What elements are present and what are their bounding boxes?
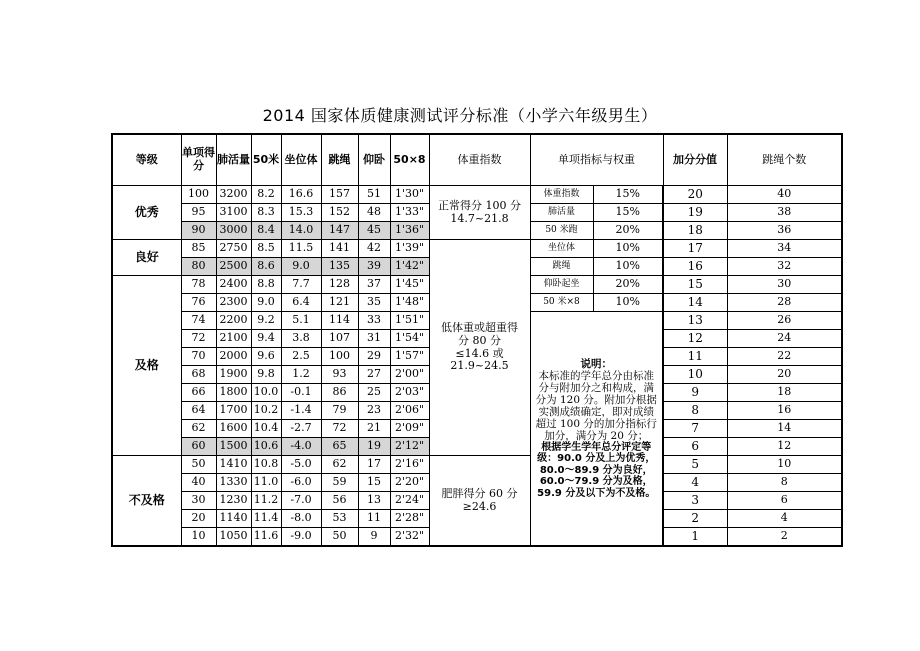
header-rope: 跳绳 [321,134,358,186]
cell-situp: 23 [358,402,390,420]
cell-rope: 141 [321,240,358,258]
cell-rope: 100 [321,348,358,366]
cell-sitreach: 11.5 [281,240,321,258]
weight-name: 50 米×8 [530,294,593,312]
cell-score: 64 [181,402,216,420]
cell-situp: 35 [358,294,390,312]
cell-sitreach: 14.0 [281,222,321,240]
weight-name: 体重指数 [530,186,593,204]
notes-line: 实测成绩确定，即对成绩 [538,405,654,418]
rope-count: 16 [727,402,842,420]
grade-cell: 优秀 [112,186,181,240]
cell-vital: 1230 [216,492,251,510]
cell-shuttle: 2'06" [390,402,429,420]
bonus-points: 19 [663,204,727,222]
cell-situp: 27 [358,366,390,384]
bmi-line: 14.7~21.8 [450,211,509,225]
header-weight: 单项指标与权重 [530,134,663,186]
bonus-points: 3 [663,492,727,510]
cell-run50: 10.6 [251,438,281,456]
cell-situp: 9 [358,528,390,547]
cell-vital: 1700 [216,402,251,420]
cell-shuttle: 2'09" [390,420,429,438]
cell-vital: 2000 [216,348,251,366]
rope-count: 28 [727,294,842,312]
rope-count: 26 [727,312,842,330]
cell-sitreach: -4.0 [281,438,321,456]
bonus-points: 9 [663,384,727,402]
grade-cell: 不及格 [112,456,181,547]
table-row [112,186,842,204]
cell-sitreach: -9.0 [281,528,321,547]
cell-situp: 15 [358,474,390,492]
cell-score: 68 [181,366,216,384]
cell-shuttle: 1'42" [390,258,429,276]
weight-pct: 15% [593,186,663,204]
bmi-line: 低体重或超重得 [441,321,518,335]
rope-count: 24 [727,330,842,348]
table-row [112,240,842,258]
cell-run50: 8.5 [251,240,281,258]
bonus-points: 4 [663,474,727,492]
cell-sitreach: -7.0 [281,492,321,510]
cell-sitreach: 1.2 [281,366,321,384]
cell-sitreach: 16.6 [281,186,321,204]
cell-rope: 93 [321,366,358,384]
cell-sitreach: -1.4 [281,402,321,420]
weight-pct: 15% [593,204,663,222]
notes-line: 超过 100 分的加分指标行 [535,417,657,430]
cell-shuttle: 1'33" [390,204,429,222]
cell-score: 74 [181,312,216,330]
cell-rope: 79 [321,402,358,420]
cell-shuttle: 1'39" [390,240,429,258]
cell-rope: 53 [321,510,358,528]
cell-run50: 11.2 [251,492,281,510]
cell-rope: 65 [321,438,358,456]
weight-name: 坐位体 [530,240,593,258]
weight-name: 跳绳 [530,258,593,276]
cell-rope: 147 [321,222,358,240]
rope-count: 32 [727,258,842,276]
cell-rope: 128 [321,276,358,294]
cell-rope: 56 [321,492,358,510]
cell-vital: 3000 [216,222,251,240]
notes-line: 加分，满分为 20 分； [544,429,649,442]
bonus-points: 10 [663,366,727,384]
bonus-points: 11 [663,348,727,366]
cell-shuttle: 1'30" [390,186,429,204]
cell-sitreach: 6.4 [281,294,321,312]
cell-shuttle: 2'32" [390,528,429,547]
rope-count: 4 [727,510,842,528]
bonus-points: 20 [663,186,727,204]
cell-vital: 2750 [216,240,251,258]
cell-score: 76 [181,294,216,312]
bmi-line: ≤14.6 或 [455,346,504,360]
cell-score: 60 [181,438,216,456]
rope-count: 30 [727,276,842,294]
cell-situp: 37 [358,276,390,294]
bmi-line: 分 80 分 [458,333,501,347]
rope-count: 8 [727,474,842,492]
weight-name: 50 米跑 [530,222,593,240]
notes-rule: 59.9 分及以下为不及格。 [537,487,656,499]
rope-count: 20 [727,366,842,384]
cell-shuttle: 2'00" [390,366,429,384]
cell-sitreach: 15.3 [281,204,321,222]
cell-vital: 3200 [216,186,251,204]
notes-line: 分与附加分之和构成，满 [538,381,654,394]
cell-rope: 152 [321,204,358,222]
cell-vital: 2100 [216,330,251,348]
cell-rope: 62 [321,456,358,474]
grade-cell: 良好 [112,240,181,276]
cell-shuttle: 1'54" [390,330,429,348]
cell-shuttle: 1'45" [390,276,429,294]
cell-situp: 11 [358,510,390,528]
cell-shuttle: 1'48" [390,294,429,312]
cell-run50: 11.6 [251,528,281,547]
bmi-line: 21.9~24.5 [450,359,509,373]
table-row [112,456,842,474]
grade-cell: 及格 [112,276,181,456]
cell-situp: 25 [358,384,390,402]
score-table [111,133,843,547]
header-grade: 等级 [112,134,181,186]
header-rope-count: 跳绳个数 [727,134,842,186]
rope-count: 40 [727,186,842,204]
weight-pct: 10% [593,240,663,258]
cell-situp: 17 [358,456,390,474]
cell-shuttle: 2'12" [390,438,429,456]
table-body [112,186,842,547]
bmi-obese [429,456,530,547]
cell-vital: 1900 [216,366,251,384]
cell-vital: 2400 [216,276,251,294]
cell-run50: 8.2 [251,186,281,204]
cell-score: 90 [181,222,216,240]
cell-rope: 72 [321,420,358,438]
cell-rope: 157 [321,186,358,204]
bonus-points: 7 [663,420,727,438]
cell-situp: 39 [358,258,390,276]
cell-vital: 1140 [216,510,251,528]
weight-pct: 20% [593,276,663,294]
bonus-points: 5 [663,456,727,474]
cell-shuttle: 2'20" [390,474,429,492]
cell-run50: 10.8 [251,456,281,474]
rope-count: 36 [727,222,842,240]
cell-rope: 114 [321,312,358,330]
rope-count: 10 [727,456,842,474]
cell-run50: 9.8 [251,366,281,384]
cell-vital: 1600 [216,420,251,438]
cell-score: 40 [181,474,216,492]
notes-heading: 说明： [580,357,612,370]
cell-vital: 2500 [216,258,251,276]
cell-sitreach: 9.0 [281,258,321,276]
cell-shuttle: 2'28" [390,510,429,528]
bonus-points: 16 [663,258,727,276]
cell-situp: 31 [358,330,390,348]
cell-situp: 21 [358,420,390,438]
weight-pct: 10% [593,258,663,276]
cell-score: 20 [181,510,216,528]
bonus-points: 13 [663,312,727,330]
bonus-points: 8 [663,402,727,420]
cell-run50: 8.6 [251,258,281,276]
cell-score: 100 [181,186,216,204]
cell-score: 30 [181,492,216,510]
cell-run50: 10.0 [251,384,281,402]
cell-vital: 1500 [216,438,251,456]
notes-rule: 级：90.0 分及上为优秀， [537,453,656,465]
bonus-points: 2 [663,510,727,528]
weight-name: 肺活量 [530,204,593,222]
bmi-low [429,240,530,456]
bonus-points: 17 [663,240,727,258]
cell-shuttle: 1'36" [390,222,429,240]
bmi-line: 肥胖得分 60 分 [441,486,518,500]
cell-score: 80 [181,258,216,276]
notes-line: 分为 120 分。附加分根据 [535,393,657,406]
cell-sitreach: -6.0 [281,474,321,492]
header-sit-reach: 坐位体 [281,134,321,186]
header-score: 单项得分 [181,134,216,186]
cell-score: 72 [181,330,216,348]
cell-shuttle: 2'03" [390,384,429,402]
cell-situp: 48 [358,204,390,222]
cell-sitreach: -8.0 [281,510,321,528]
cell-rope: 59 [321,474,358,492]
cell-vital: 3100 [216,204,251,222]
header-row [112,134,842,186]
weight-pct: 10% [593,294,663,312]
cell-sitreach: 3.8 [281,330,321,348]
cell-score: 50 [181,456,216,474]
notes-line: 本标准的学年总分由标准 [538,369,654,382]
page-title: 2014 国家体质健康测试评分标准（小学六年级男生） [262,106,658,125]
cell-run50: 9.4 [251,330,281,348]
bonus-points: 15 [663,276,727,294]
cell-sitreach: 7.7 [281,276,321,294]
cell-shuttle: 1'57" [390,348,429,366]
header-50m: 50米 [251,134,281,186]
cell-score: 85 [181,240,216,258]
cell-situp: 33 [358,312,390,330]
bonus-points: 12 [663,330,727,348]
cell-vital: 2200 [216,312,251,330]
cell-score: 78 [181,276,216,294]
cell-sitreach: -5.0 [281,456,321,474]
cell-sitreach: 5.1 [281,312,321,330]
header-situp: 仰卧 [358,134,390,186]
cell-run50: 8.4 [251,222,281,240]
bonus-points: 14 [663,294,727,312]
cell-run50: 11.0 [251,474,281,492]
rope-count: 22 [727,348,842,366]
rope-count: 2 [727,528,842,547]
cell-vital: 1410 [216,456,251,474]
weight-name: 仰卧起坐 [530,276,593,294]
notes-rule: 80.0～89.9 分为良好， [539,464,653,476]
cell-score: 10 [181,528,216,547]
cell-run50: 8.8 [251,276,281,294]
cell-situp: 29 [358,348,390,366]
cell-shuttle: 2'24" [390,492,429,510]
rope-count: 18 [727,384,842,402]
header-bonus: 加分分值 [663,134,727,186]
cell-situp: 19 [358,438,390,456]
cell-shuttle: 2'16" [390,456,429,474]
cell-rope: 135 [321,258,358,276]
header-vital-capacity: 肺活量 [216,134,251,186]
cell-score: 66 [181,384,216,402]
bmi-line: 正常得分 100 分 [438,198,521,212]
rope-count: 12 [727,438,842,456]
cell-sitreach: -0.1 [281,384,321,402]
bmi-normal [429,186,530,240]
cell-rope: 50 [321,528,358,547]
bmi-line: ≥24.6 [462,499,497,513]
cell-situp: 51 [358,186,390,204]
bonus-points: 1 [663,528,727,547]
cell-vital: 2300 [216,294,251,312]
cell-run50: 10.2 [251,402,281,420]
notes-rule: 根据学生学年总分评定等 [541,441,652,453]
cell-sitreach: -2.7 [281,420,321,438]
header-shuttle: 50×8 [390,134,429,186]
cell-run50: 10.4 [251,420,281,438]
weight-pct: 20% [593,222,663,240]
cell-run50: 9.0 [251,294,281,312]
notes [530,312,663,547]
cell-score: 95 [181,204,216,222]
rope-count: 38 [727,204,842,222]
bonus-points: 6 [663,438,727,456]
cell-rope: 121 [321,294,358,312]
bonus-points: 18 [663,222,727,240]
cell-vital: 1050 [216,528,251,547]
cell-situp: 42 [358,240,390,258]
cell-run50: 11.4 [251,510,281,528]
header-bmi: 体重指数 [429,134,530,186]
cell-run50: 9.2 [251,312,281,330]
cell-score: 70 [181,348,216,366]
cell-run50: 8.3 [251,204,281,222]
cell-score: 62 [181,420,216,438]
cell-situp: 45 [358,222,390,240]
cell-vital: 1800 [216,384,251,402]
cell-shuttle: 1'51" [390,312,429,330]
cell-situp: 13 [358,492,390,510]
cell-run50: 9.6 [251,348,281,366]
rope-count: 14 [727,420,842,438]
rope-count: 6 [727,492,842,510]
notes-rule: 60.0～79.9 分为及格， [539,476,653,488]
cell-rope: 86 [321,384,358,402]
cell-vital: 1330 [216,474,251,492]
cell-rope: 107 [321,330,358,348]
rope-count: 34 [727,240,842,258]
cell-sitreach: 2.5 [281,348,321,366]
